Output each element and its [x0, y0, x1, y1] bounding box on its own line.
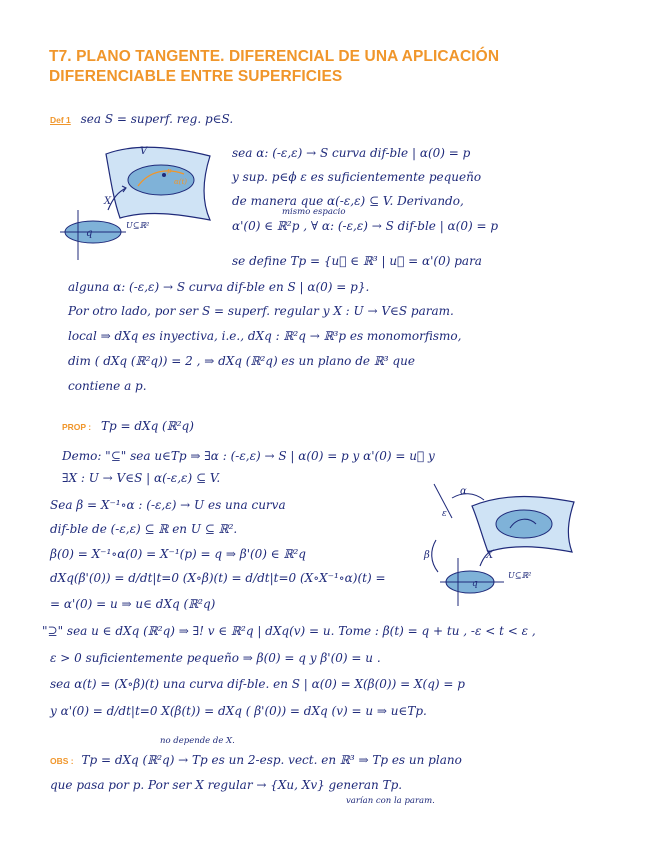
- proposition-statement: Tp = dXq (ℝ²q): [100, 419, 194, 433]
- figure2-label-u: U⊆ℝ²: [508, 571, 532, 580]
- figure2-label-beta: β: [424, 550, 430, 561]
- observation-label: OBS :: [50, 756, 74, 766]
- figure2-label-x: X: [486, 550, 494, 561]
- observation-line-1: [50, 752, 462, 768]
- definition-tangent-plane: se define Tp = {u⃗ ∈ ℝ³ | u⃗ = α'(0) para: [232, 254, 482, 268]
- proof-line-7: = α'(0) = u ⇒ u∈ dXq (ℝ²q): [50, 597, 216, 611]
- surface-figure-2: [422, 478, 582, 608]
- observation-note-below: varían con la param.: [346, 796, 435, 806]
- definition-line-4: dim ( dXq (ℝ²q)) = 2 , ⇒ dXq (ℝ²q) es un plano de ℝ³ que: [68, 354, 415, 368]
- figure1-label-v: V: [140, 146, 148, 157]
- observation-line-2: que pasa por p. Por ser X regular → {Xu, Xv} generan Tp.: [50, 778, 403, 792]
- proof-line-1: Demo: "⊆" sea u∈Tp ⇒ ∃α : (-ε,ε) → S | α(0) = p y α'(0) = u⃗ y: [62, 449, 435, 463]
- definition-right-line-1: sea α: (-ε,ε) → S curva dif-ble | α(0) = p: [232, 146, 471, 160]
- definition-label: Def 1: [50, 115, 71, 125]
- definition-note-above: mismo espacio: [282, 207, 346, 217]
- proof-line-8: "⊇" sea u ∈ dXq (ℝ²q) ⇒ ∃! v ∈ ℝ²q | dXq(v) = u. Tome : β(t) = q + tu , -ε < t < ε ,: [42, 624, 536, 638]
- definition-right-line-4: α'(0) ∈ ℝ²p , ∀ α: (-ε,ε) → S dif-ble | α(0) = p: [232, 219, 499, 233]
- figure1-label-x: X: [104, 196, 112, 207]
- figure2-label-epsilon: ε: [442, 509, 447, 519]
- definition-right-line-3: de manera que α(-ε,ε) ⊆ V. Derivando,: [232, 194, 464, 208]
- figure1-label-q: q: [86, 228, 93, 239]
- proof-line-11: y α'(0) = d/dt|t=0 X(β(t)) = dXq ( β'(0)) = dXq (v) = u ⇒ u∈Tp.: [50, 704, 427, 718]
- page-title: T7. PLANO TANGENTE. DIFERENCIAL DE UNA APLICACIÓN DIFERENCIABLE ENTRE SUPERFICIES: [49, 48, 500, 85]
- definition-intro-text: sea S = superf. reg. p∈S.: [80, 112, 234, 126]
- definition-line-5: contiene a p.: [68, 379, 147, 393]
- figure1-label-alpha: α(t): [174, 178, 188, 186]
- definition-line-1: alguna α: (-ε,ε) → S curva dif-ble en S | α(0) = p}.: [68, 280, 370, 294]
- observation-note-above: no depende de X.: [160, 736, 235, 746]
- proposition-label: PROP :: [62, 422, 92, 432]
- figure2-label-alpha: α: [460, 486, 467, 497]
- proof-line-4: dif-ble de (-ε,ε) ⊆ ℝ en U ⊆ ℝ².: [50, 522, 238, 536]
- figure1-label-p: p: [167, 167, 172, 175]
- definition-intro: [50, 111, 233, 127]
- proof-line-6: dXq(β'(0)) = d/dt|t=0 (X∘β)(t) = d/dt|t=0 (X∘X⁻¹∘α)(t) =: [50, 571, 386, 585]
- definition-right-line-2: y sup. p∈ϕ ε es suficientemente pequeño: [232, 170, 482, 184]
- definition-line-3: local ⇒ dXq es inyectiva, i.e., dXq : ℝ²q → ℝ³p es monomorfismo,: [68, 329, 462, 343]
- figure1-label-u: U⊆ℝ²: [126, 221, 150, 230]
- observation-line-1-text: Tp = dXq (ℝ²q) → Tp es un 2-esp. vect. en ℝ³ ⇒ Tp es un plano: [81, 753, 462, 767]
- definition-line-2: Por otro lado, por ser S = superf. regular y X : U → V∈S param.: [68, 304, 454, 318]
- figure2-label-q: q: [472, 579, 478, 589]
- proof-line-3: Sea β = X⁻¹∘α : (-ε,ε) → U es una curva: [50, 498, 286, 512]
- surface-figure-1: [58, 140, 228, 265]
- proposition-heading: [62, 418, 194, 434]
- proof-line-2: ∃X : U → V∈S | α(-ε,ε) ⊆ V.: [62, 471, 221, 485]
- proof-line-5: β(0) = X⁻¹∘α(0) = X⁻¹(p) = q ⇒ β'(0) ∈ ℝ²q: [50, 547, 306, 561]
- proof-line-9: ε > 0 suficientemente pequeño ⇒ β(0) = q y β'(0) = u .: [50, 651, 381, 665]
- proof-line-10: sea α(t) = (X∘β)(t) una curva dif-ble. en S | α(0) = X(β(0)) = X(q) = p: [50, 677, 465, 691]
